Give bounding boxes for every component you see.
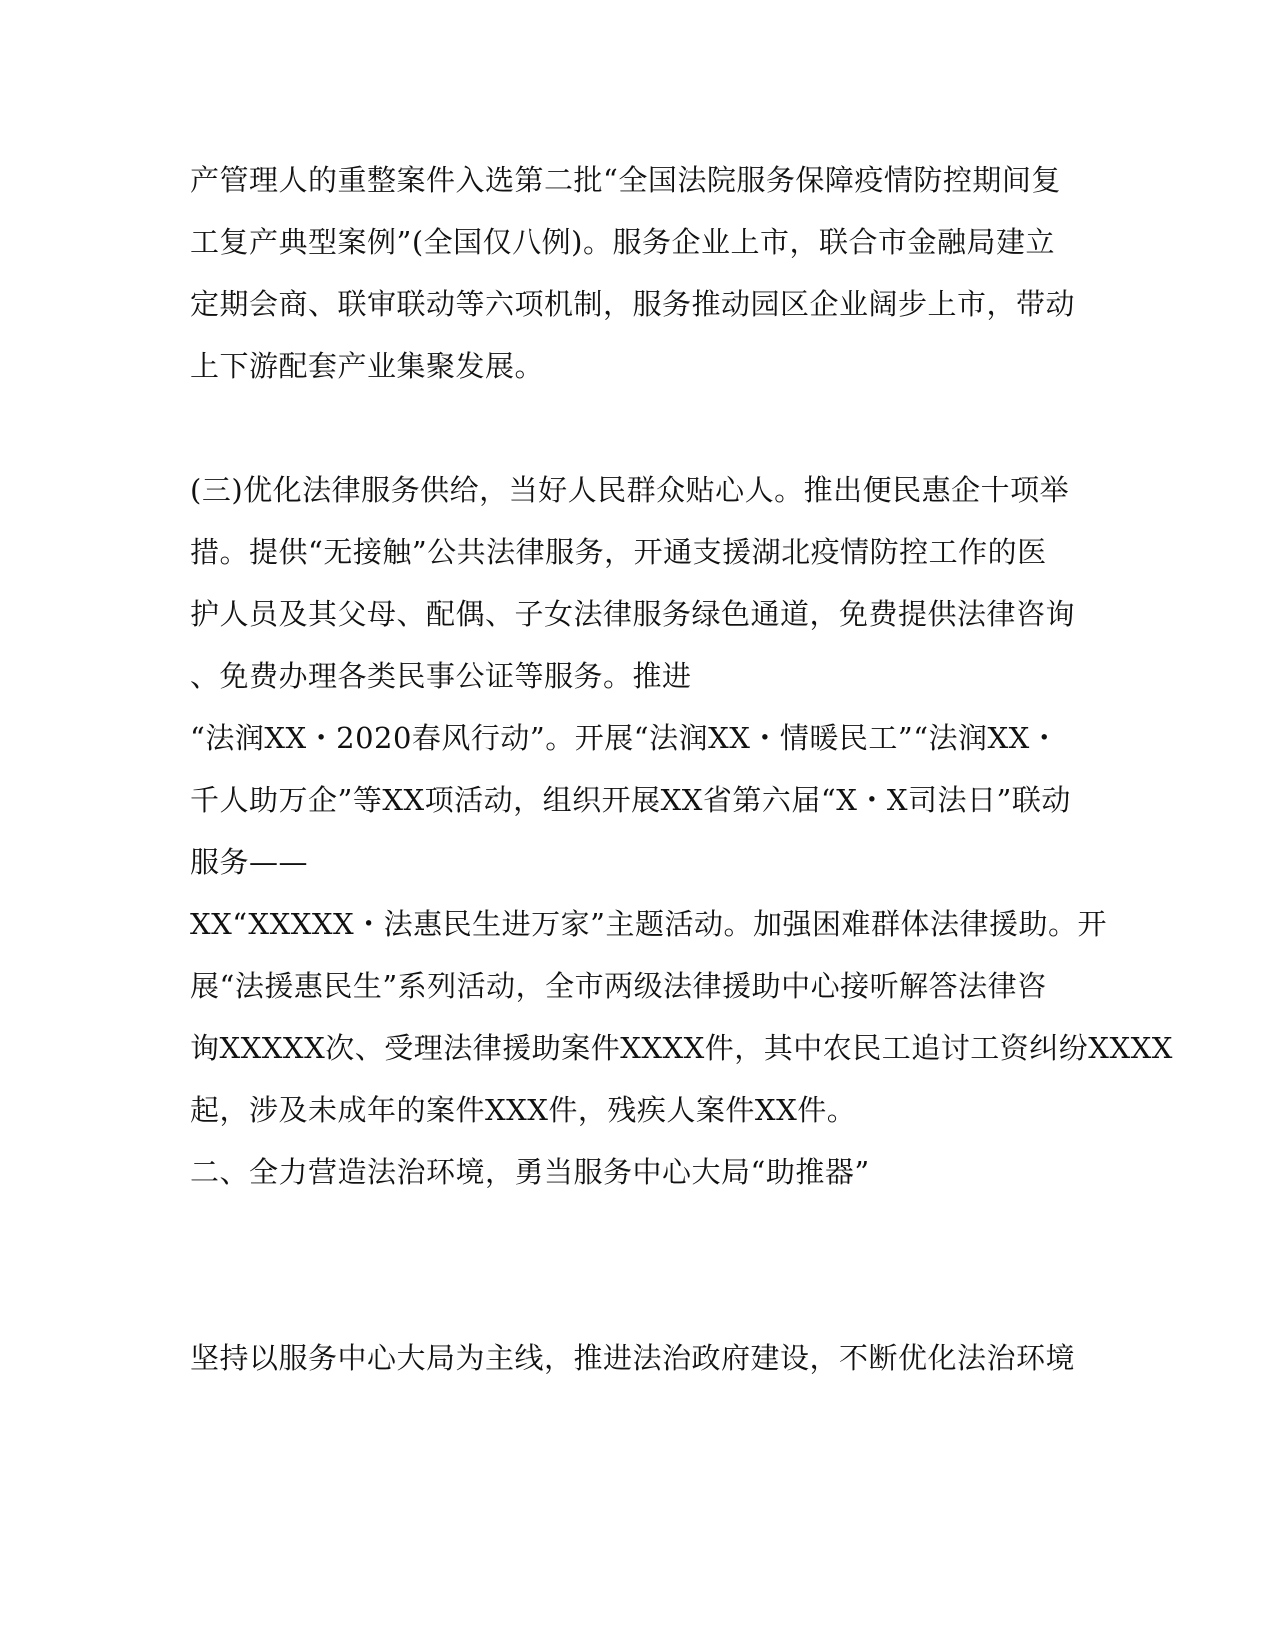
paragraph-line: 护人员及其父母、配偶、子女法律服务绿色通道，免费提供法律咨询 — [190, 597, 1076, 631]
paragraph-line: 起，涉及未成年的案件XXX件，残疾人案件XX件。 — [190, 1093, 857, 1127]
paragraph-line: XX“XXXXX・法惠民生进万家”主题活动。加强困难群体法律援助。开 — [190, 907, 1107, 941]
paragraph-line: 坚持以服务中心大局为主线，推进法治政府建设，不断优化法治环境 — [190, 1341, 1076, 1375]
paragraph-line: “法润XX・2020春风行动”。开展“法润XX・情暖民工”“法润XX・ — [190, 721, 1060, 755]
paragraph-line: 询XXXXX次、受理法律援助案件XXXX件，其中农民工追讨工资纠纷XXXX — [190, 1031, 1173, 1065]
paragraph-line: 定期会商、联审联动等六项机制，服务推动园区企业阔步上市，带动 — [190, 287, 1076, 321]
paragraph-line: (三)优化法律服务供给，当好人民群众贴心人。推出便民惠企十项举 — [190, 473, 1070, 507]
section-heading: 二、全力营造法治环境，勇当服务中心大局“助推器” — [190, 1155, 870, 1189]
paragraph-line: 措。提供“无接触”公共法律服务，开通支援湖北疫情防控工作的医 — [190, 535, 1047, 569]
paragraph-line: 工复产典型案例”(全国仅八例)。服务企业上市，联合市金融局建立 — [190, 225, 1055, 259]
paragraph-line: 展“法援惠民生”系列活动，全市两级法律援助中心接听解答法律咨 — [190, 969, 1047, 1003]
paragraph-line: 产管理人的重整案件入选第二批“全国法院服务保障疫情防控期间复 — [190, 163, 1061, 197]
paragraph-line: 、免费办理各类民事公证等服务。推进 — [190, 659, 692, 693]
paragraph-line: 千人助万企”等XX项活动，组织开展XX省第六届“X・X司法日”联动 — [190, 783, 1071, 817]
paragraph-line: 上下游配套产业集聚发展。 — [190, 349, 545, 383]
paragraph-line: 服务—— — [190, 845, 309, 879]
